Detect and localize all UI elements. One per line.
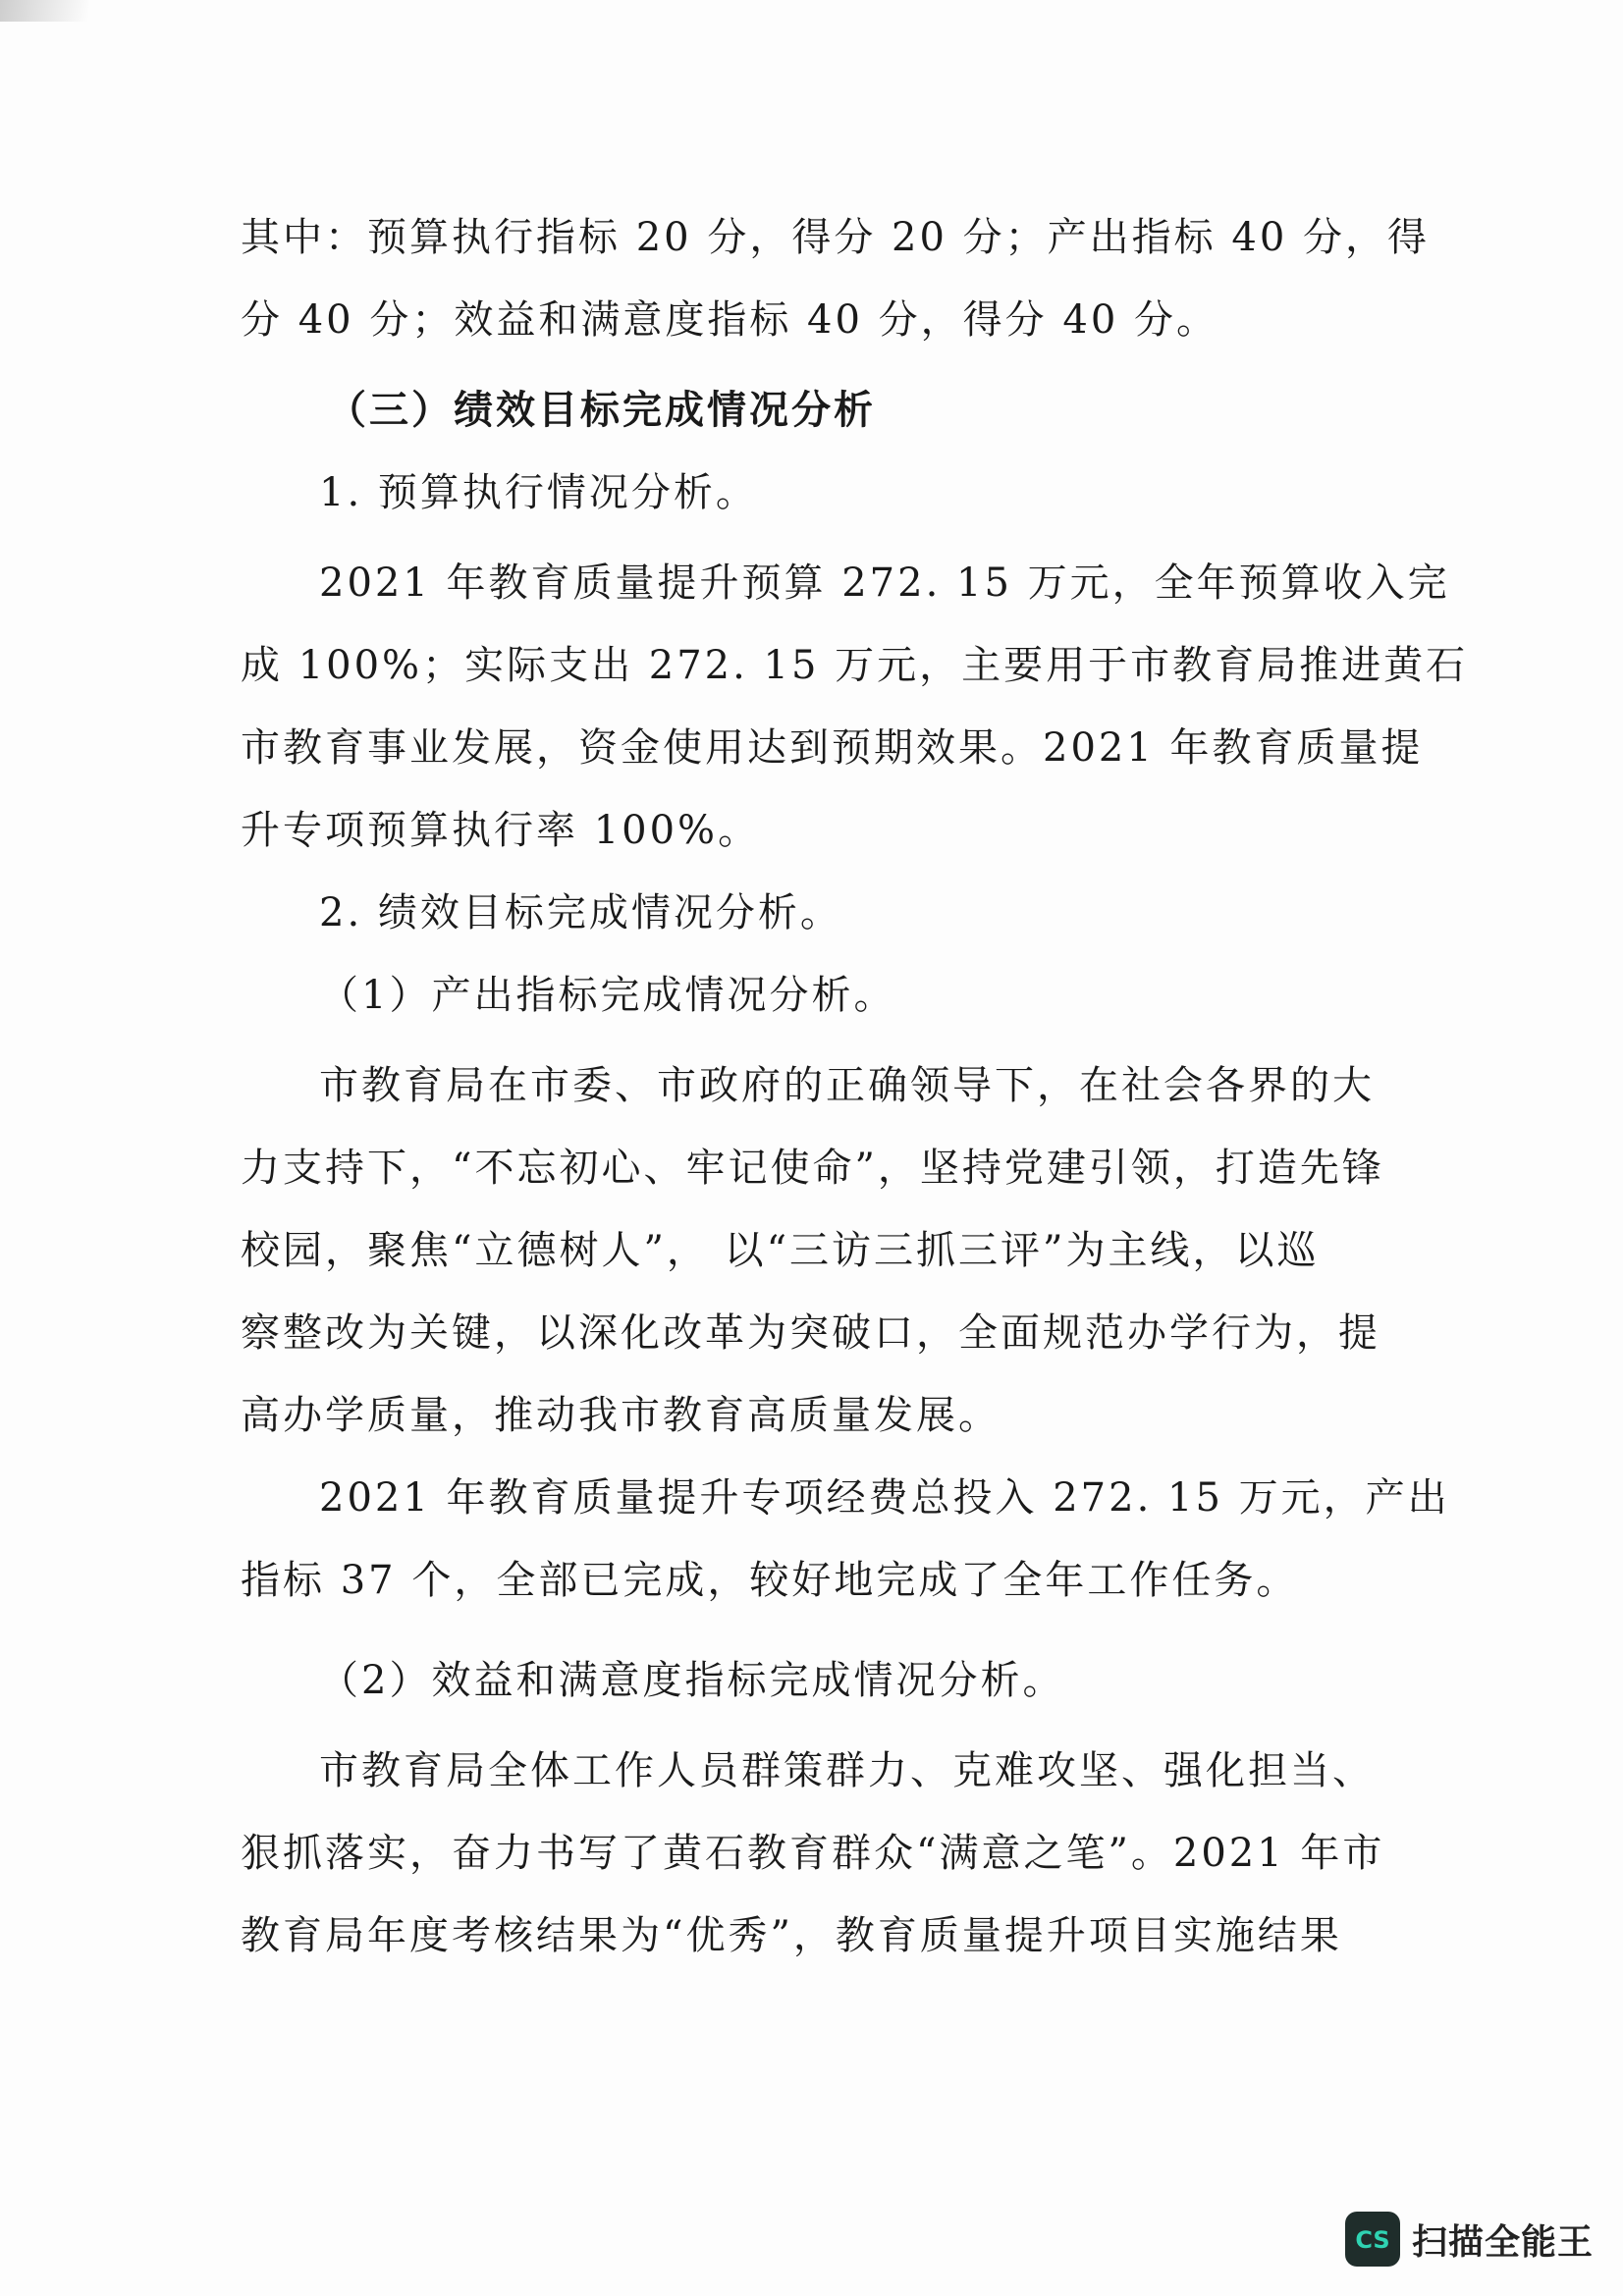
body-line: 教育局年度考核结果为“优秀”，教育质量提升项目实施结果 [241,1913,1342,1958]
subsection-heading: 2. 绩效目标完成情况分析。 [319,890,842,935]
body-line: 力支持下，“不忘初心、牢记使命”，坚持党建引领，打造先锋 [241,1146,1384,1191]
body-line: 2021 年教育质量提升专项经费总投入 272. 15 万元，产出 [319,1475,1450,1521]
subsection-heading: 1. 预算执行情况分析。 [319,470,758,515]
body-line: 指标 37 个，全部已完成，较好地完成了全年工作任务。 [241,1558,1299,1603]
body-line: 狠抓落实，奋力书写了黄石教育群众“满意之笔”。2021 年市 [241,1831,1385,1876]
body-line: 升专项预算执行率 100%。 [241,808,761,853]
camscanner-watermark [1345,2212,1594,2267]
body-line: 成 100%；实际支出 272. 15 万元，主要用于市教育局推进黄石 [241,643,1469,688]
body-line: 市教育局全体工作人员群策群力、克难攻坚、强化担当、 [319,1748,1375,1793]
subsection-heading: （1）产出指标完成情况分析。 [319,973,896,1018]
section-heading: （三）绩效目标完成情况分析 [327,388,876,433]
body-line: 其中：预算执行指标 20 分，得分 20 分；产出指标 40 分，得 [241,215,1430,260]
body-line: 2021 年教育质量提升预算 272. 15 万元，全年预算收入完 [319,561,1450,606]
svg-text:CS: CS [1355,2226,1390,2254]
camscanner-logo-mark [1351,2224,1394,2254]
body-line: 市教育局在市委、市政府的正确领导下，在社会各界的大 [319,1063,1375,1108]
camscanner-logo-icon [1345,2212,1400,2267]
scan-edge-mark [0,0,88,22]
body-line: 高办学质量，推动我市教育高质量发展。 [241,1393,1001,1438]
body-line: 分 40 分；效益和满意度指标 40 分，得分 40 分。 [241,297,1218,343]
watermark-label: 扫描全能王 [1411,2221,1594,2263]
body-line: 校园，聚焦“立德树人”， 以“三访三抓三评”为主线，以巡 [241,1228,1320,1273]
body-line: 察整改为关键，以深化改革为突破口，全面规范办学行为，提 [241,1310,1380,1356]
subsection-heading: （2）效益和满意度指标完成情况分析。 [319,1658,1065,1703]
document-body [241,196,1469,1977]
body-line: 市教育事业发展，资金使用达到预期效果。2021 年教育质量提 [241,725,1424,771]
